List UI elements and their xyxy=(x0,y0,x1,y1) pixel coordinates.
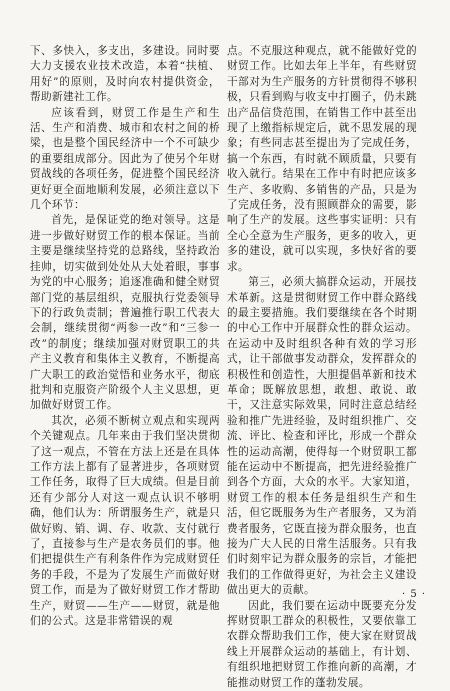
paragraph: 第三，必须大搞群众运动，开展技术革新。这是贯彻财贸工作中群众路线的最主要措施。我们要继续在各个时期的中心工作中开展群众性的群众运动。在运动中及时组织各种有效的学习形式，让干部做事发动群众，发挥群众的积极性和创造性，大胆提倡革新和技术革命；既解放思想，敢想、敢说、敢干，又注意实际效果，同时注意总结经验和推广先进经验，及时组织推广、交流、评比、检查和评比，形成一个群众性的运动高潮，使得每一个财贸职工都能在运动中不断提高，把先进经验推广到各个方面，大众的水平。大家知道，财贸工作的根本任务是组织生产和生活，但它既服务为生产者服务，又为消费者服务，它既直接为群众服务，也直接为广大人民的日常生活服务。只有我们时刻牢记为群众服务的宗旨，才能把我们的工作做得更好，为社会主义建设做出更大的贡献。 xyxy=(227,276,417,597)
left-text-column xyxy=(30,44,220,629)
paragraph: 应该看到，财贸工作是生产和生活、生产和消费、城市和农村之间的桥梁，也是整个国民经济中一个不可缺少的重要组成部分。因此为了使另个年财贸战线的各项任务，促进整个国民经济更好更全面地顺利发展，必须注意以下几个环节： xyxy=(30,106,220,212)
paragraph: 因此，我们要在运动中既要充分发挥财贸职工群众的积极性，又要依靠工农群众帮助我们工作，使大家在财贸战线上开展群众运动的基础上，有计划、有组织地把财贸工作推向新的高潮，才能推动财贸工作的蓬勃发展。 xyxy=(227,599,417,689)
page-number: · 5 · xyxy=(402,589,427,600)
paragraph: 点。不克服这种观点，就不能做好党的财贸工作。比如去年上半年，有些财贸干部对为生产服务的方针贯彻得不够积极，只看到购与收支中打圈子，仍未跳出产品信贷范围，在销售工作中甚至出现了上缴指标规定后，就不思发展的现象；有些同志甚至提出为了完成任务，搞一个东西，有时就不顾质量，只要有收入就行。结果在工作中有时把应该多生产、多收购、多销售的产品，只是为了完成任务，没有照顾群众的需要，影响了生产的发展。这些事实证明：只有全心全意为生产服务，更多的收入，更多的建设，就可以实现，多快好省的要求。 xyxy=(227,45,417,273)
paragraph: 首先，是保证党的绝对领导。这是进一步做好财贸工作的根本保证。当前主要是继续坚持党的总路线，坚持政治挂帅，切实做到处处从大处着眼，事事为党的中心服务；追逐准确和健全财贸部门党的基层组织，克服执行党委领导下的行政负责制；普遍推行职工代表大会制，继续贯彻“两参一改”和“三参一改”的制度；继续加强对财贸职工的共产主义教育和集体主义教育，不断提高广大职工的政治觉悟和业务水平，彻底批判和克服资产阶级个人主义思想，更加做好财贸工作。 xyxy=(30,214,220,412)
paragraph: 下、多快入，多支出，多建设。同时要大力支援农业技术改造，本着“扶植、用好”的原则，及时向农村提供资金，帮助新建社工作。 xyxy=(30,45,220,104)
right-text-column xyxy=(227,44,417,691)
paragraph: 其次，必须不断树立观点和实现两个关键观点。几年来由于我们坚决贯彻了这一观点，不管在方法上还是在具体工作方法上都有了显著进步，各项财贸工作任务，取得了巨大成绩。但是目前还有少部分人对这一观点认识不够明确，他们认为：所谓服务生产，就是只做好购、销、调、存、收款、支付就行了，直接参与生产是农务员们的事。他们把提供生产有利条件作为完成财贸任务的手段，不是为了发展生产而做好财贸工作，而是为了做好财贸工作才帮助生产，财贸——生产——财贸，就是他们的公式。这是非常错误的观 xyxy=(30,414,220,628)
